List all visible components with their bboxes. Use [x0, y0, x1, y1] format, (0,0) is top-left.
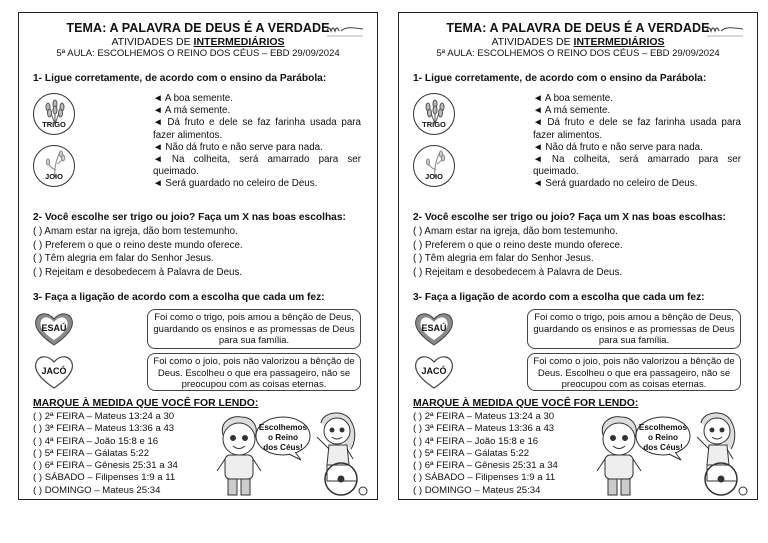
reading-item[interactable]: ( ) 2ª FEIRA – Mateus 13:24 a 30 — [33, 411, 175, 422]
reading-item[interactable]: ( ) 6ª FEIRA – Gênesis 25:31 a 34 — [33, 460, 178, 472]
worksheet-right — [398, 12, 758, 500]
wheat-icon — [414, 94, 456, 136]
esau-label: ESAÚ — [41, 323, 67, 333]
bubble-line: Escolhemos — [258, 423, 308, 432]
option: ◄ A boa semente. — [533, 93, 613, 104]
tares-icon — [34, 146, 76, 188]
choice-item[interactable]: ( ) Preferem o que o reino deste mundo oferece. — [413, 239, 623, 251]
parable-options — [533, 93, 741, 191]
worksheet-left — [18, 12, 378, 500]
option: ◄ Será guardado no celeiro de Deus. — [153, 178, 318, 190]
wheat-image — [33, 93, 75, 135]
section-1-heading: 1- Ligue corretamente, de acordo com o ensino da Parábola: — [413, 73, 707, 84]
reading-item[interactable]: ( ) 5ª FEIRA – Gálatas 5:22 — [413, 447, 530, 459]
option: ◄ Na colheita, será amarrado para ser queimado. — [153, 154, 361, 178]
reading-item[interactable]: ( ) SÁBADO – Filipenses 1:9 a 11 — [33, 472, 176, 484]
section-2-heading: 2- Você escolhe ser trigo ou joio? Faça um X nas boas escolhas: — [413, 212, 726, 223]
jaco-label: JACÓ — [41, 366, 67, 376]
reading-item[interactable]: ( ) 2ª FEIRA – Mateus 13:24 a 30 — [413, 411, 555, 422]
option: ◄ Não dá fruto e não serve para nada. — [153, 141, 323, 153]
choice-item[interactable]: ( ) Rejeitam e desobedecem à Palavra de Deus. — [413, 266, 623, 278]
reading-item[interactable]: ( ) 3ª FEIRA – Mateus 13:36 a 43 — [413, 423, 555, 435]
section-1-heading: 1- Ligue corretamente, de acordo com o ensino da Parábola: — [33, 73, 327, 84]
choice-item[interactable]: ( ) Amam estar na igreja, dão bom testemunho. — [413, 226, 618, 237]
reading-item[interactable]: ( ) SÁBADO – Filipenses 1:9 a 11 — [413, 472, 556, 484]
girl-wheelchair-illustration-icon — [301, 409, 375, 499]
jaco-heart — [33, 353, 75, 391]
worksheet-title: TEMA: A PALAVRA DE DEUS É A VERDADE — [66, 21, 330, 35]
girl-wheelchair-illustration-icon — [681, 409, 755, 499]
wheat-choice-box: Foi como o trigo, pois amou a bênção de Deus, guardando os ensinos e as promessas de Deus para sua família. — [147, 309, 361, 349]
reading-item[interactable]: ( ) 3ª FEIRA – Mateus 13:36 a 43 — [33, 423, 175, 435]
reading-item[interactable]: ( ) DOMINGO – Mateus 25:34 — [33, 484, 161, 496]
section-3-heading: 3- Faça a ligação de acordo com a escolha que cada um fez: — [33, 292, 325, 303]
jaco-label: JACÓ — [421, 366, 447, 376]
choice-item[interactable]: ( ) Têm alegria em falar do Senhor Jesus. — [413, 253, 594, 264]
choice-list — [413, 225, 623, 279]
worksheet-subtitle: ATIVIDADES DE INTERMEDIÁRIOS — [491, 36, 665, 48]
esau-heart — [413, 310, 455, 348]
option: ◄ A má semente. — [153, 105, 231, 117]
wheat-label: TRIGO — [42, 120, 66, 129]
choice-list — [33, 225, 243, 279]
choice-item[interactable]: ( ) Amam estar na igreja, dão bom testemunho. — [33, 226, 238, 237]
worksheet-title: TEMA: A PALAVRA DE DEUS É A VERDADE — [446, 21, 710, 35]
section-3-heading: 3- Faça a ligação de acordo com a escolha que cada um fez: — [413, 292, 705, 303]
esau-heart — [33, 310, 75, 348]
parable-options — [153, 93, 361, 191]
bubble-line: o Reino — [267, 433, 299, 442]
wheat-icon — [34, 94, 76, 136]
lesson-line: 5ª AULA: ESCOLHEMOS O REINO DOS CÉUS – EBD 29/09/2024 — [56, 48, 340, 59]
choice-item[interactable]: ( ) Têm alegria em falar do Senhor Jesus. — [33, 253, 214, 264]
bubble-line: o Reino — [647, 433, 679, 442]
choice-item[interactable]: ( ) Preferem o que o reino deste mundo oferece. — [33, 239, 243, 251]
wheat-choice-box: Foi como o trigo, pois amou a bênção de Deus, guardando os ensinos e as promessas de Deus para sua família. — [527, 309, 741, 349]
bubble-line: Escolhemos — [638, 423, 688, 432]
lesson-line: 5ª AULA: ESCOLHEMOS O REINO DOS CÉUS – EBD 29/09/2024 — [436, 48, 720, 59]
tares-image — [33, 145, 75, 187]
option: ◄ Na colheita, será amarrado para ser queimado. — [533, 154, 741, 178]
choice-item[interactable]: ( ) Rejeitam e desobedecem à Palavra de Deus. — [33, 266, 243, 278]
tares-choice-box: Foi como o joio, pois não valorizou a bênção de Deus. Escolheu o que era passageiro, não se preocupou com as coisas eternas. — [527, 353, 741, 391]
reading-item[interactable]: ( ) 6ª FEIRA – Gênesis 25:31 a 34 — [413, 460, 558, 472]
option: ◄ Não dá fruto e não serve para nada. — [533, 141, 703, 153]
bubble-line: dos Céus! — [643, 443, 683, 452]
bubble-line: dos Céus! — [263, 443, 303, 452]
esau-label: ESAÚ — [421, 323, 447, 333]
jaco-heart — [413, 353, 455, 391]
reading-list — [413, 411, 558, 497]
option: ◄ Dá fruto e dele se faz farinha usada para fazer alimentos. — [153, 117, 361, 141]
reading-item[interactable]: ( ) 5ª FEIRA – Gálatas 5:22 — [33, 447, 150, 459]
reading-list — [33, 411, 178, 497]
option: ◄ Dá fruto e dele se faz farinha usada para fazer alimentos. — [533, 117, 741, 141]
reading-heading: MARQUE À MEDIDA QUE VOCÊ FOR LENDO: — [33, 398, 259, 409]
tares-label: JOIO — [45, 172, 63, 181]
tares-choice-box: Foi como o joio, pois não valorizou a bênção de Deus. Escolheu o que era passageiro, não se preocupou com as coisas eternas. — [147, 353, 361, 391]
option: ◄ A boa semente. — [153, 93, 233, 104]
wheat-label: TRIGO — [422, 120, 446, 129]
option: ◄ A má semente. — [533, 105, 611, 117]
tares-icon — [414, 146, 456, 188]
reading-item[interactable]: ( ) 4ª FEIRA – João 15:8 e 16 — [413, 435, 539, 447]
reading-item[interactable]: ( ) DOMINGO – Mateus 25:34 — [413, 484, 541, 496]
reading-item[interactable]: ( ) 4ª FEIRA – João 15:8 e 16 — [33, 435, 159, 447]
tares-image — [413, 145, 455, 187]
tares-label: JOIO — [425, 172, 443, 181]
option: ◄ Será guardado no celeiro de Deus. — [533, 178, 698, 190]
worksheet-subtitle: ATIVIDADES DE INTERMEDIÁRIOS — [111, 36, 285, 48]
wheat-image — [413, 93, 455, 135]
section-2-heading: 2- Você escolhe ser trigo ou joio? Faça um X nas boas escolhas: — [33, 212, 346, 223]
reading-heading: MARQUE À MEDIDA QUE VOCÊ FOR LENDO: — [413, 398, 639, 409]
